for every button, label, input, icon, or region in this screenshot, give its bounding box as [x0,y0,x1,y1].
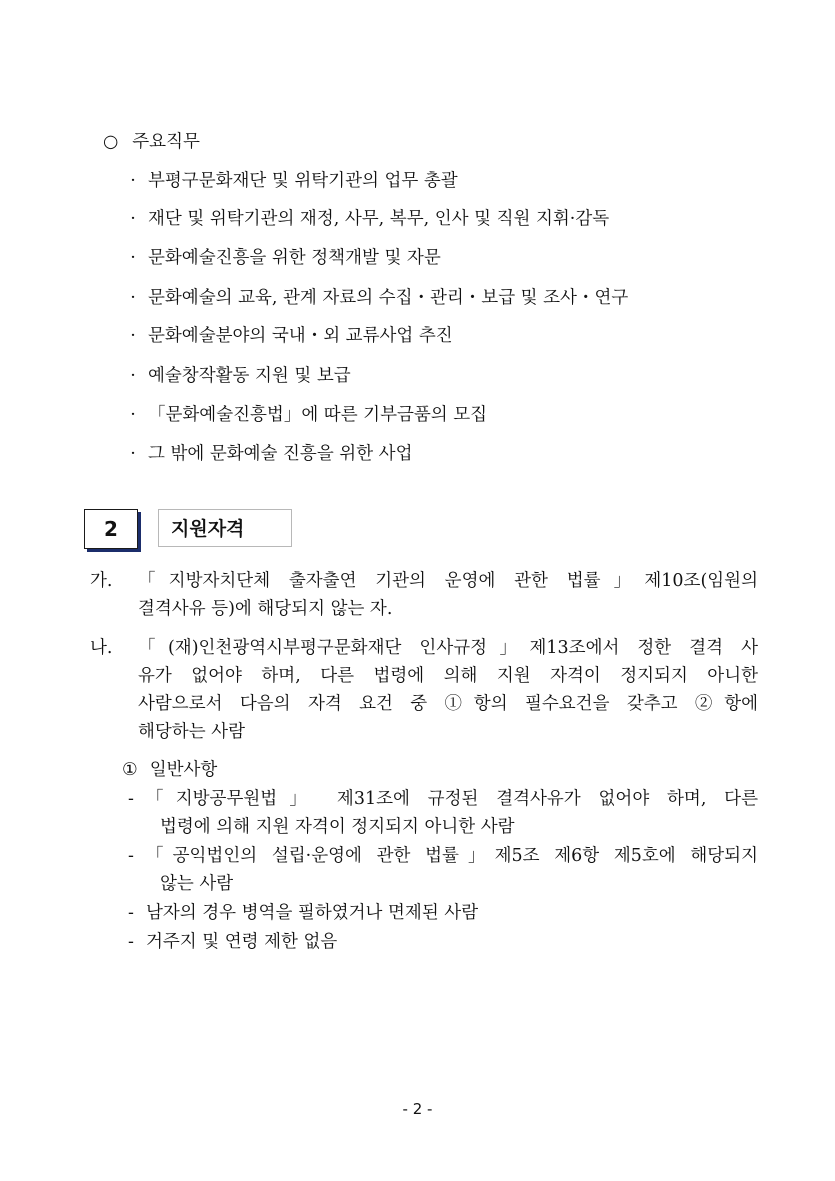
general-item [128,928,758,956]
duty-item [118,364,351,388]
bullet-marker: · [130,248,136,268]
general-heading [122,758,217,782]
text-line: 「지방자치단체 출자출연 기관의 운영에 관한 법률」제10조(임원의 [138,571,758,591]
duty-item [118,442,412,466]
text-line: 해당하는 사람 [138,722,245,742]
duty-item [118,169,458,193]
text-line: 남자의 경우 병역을 필하였거나 면제된 사람 [146,903,479,923]
dash-marker: - [128,789,134,809]
text-line: 「지방공무원법」 제31조에 규정된 결격사유가 없어야 하며, 다른 [146,789,758,809]
bullet-marker: · [130,209,136,229]
dash-marker: - [128,903,134,923]
duties-heading [103,130,200,154]
general-item [128,842,758,898]
duty-text: 「문화예술진흥법」에 따른 기부금품의 모집 [148,405,488,425]
duty-item [118,246,441,270]
bullet-marker: · [130,326,136,346]
general-item [128,785,758,841]
bullet-marker: · [130,288,136,308]
duties-title: 주요직무 [132,132,200,152]
duty-item [118,286,628,310]
duty-text: 부평구문화재단 및 위탁기관의 업무 총괄 [148,171,458,191]
circle-marker: ○ [103,132,119,152]
text-line: 결격사유 등)에 해당되지 않는 자. [138,599,393,619]
text-line: 않는 사람 [160,874,234,894]
bullet-marker: · [130,444,136,464]
duty-item [118,207,609,231]
dash-marker: - [128,846,134,866]
circled-number: ① [122,760,138,780]
dash-marker: - [128,932,134,952]
bullet-marker: · [130,366,136,386]
text-line: 법령에 의해 지원 자격이 정지되지 아니한 사람 [160,817,515,837]
text-line: 거주지 및 연령 제한 없음 [146,932,338,952]
duty-text: 그 밖에 문화예술 진흥을 위한 사업 [148,444,413,464]
duty-text: 문화예술의 교육, 관계 자료의 수집・관리・보급 및 조사・연구 [148,288,629,308]
item-marker: 가. [90,571,113,591]
duty-item [118,324,453,348]
general-title: 일반사항 [149,760,218,780]
bullet-marker: · [130,405,136,425]
qualification-ga [90,567,758,623]
text-line: 유가 없어야 하며, 다른 법령에 의해 지원 자격이 정지되지 아니한 [138,666,758,686]
section-title: 지원자격 [158,509,292,547]
duty-text: 문화예술진흥을 위한 정책개발 및 자문 [148,248,441,268]
bullet-marker: · [130,171,136,191]
duty-text: 예술창작활동 지원 및 보급 [148,366,351,386]
qualification-na [90,634,758,746]
section-number: 2 [84,509,138,549]
item-marker: 나. [90,638,113,658]
general-item [128,899,758,927]
duty-item [118,403,487,427]
duty-text: 재단 및 위탁기관의 재정, 사무, 복무, 인사 및 직원 지휘·감독 [148,209,610,229]
duty-text: 문화예술분야의 국내・외 교류사업 추진 [148,326,453,346]
text-line: 「(재)인천광역시부평구문화재단 인사규정」제13조에서 정한 결격 사 [138,638,758,658]
page-number: - 2 - [402,1100,433,1118]
section-header [84,509,299,549]
text-line: 사람으로서 다음의 자격 요건 중 ①항의 필수요건을 갖추고 ②항에 [138,694,758,714]
text-line: 「공익법인의 설립·운영에 관한 법률」제5조 제6항 제5호에 해당되지 [146,846,758,866]
